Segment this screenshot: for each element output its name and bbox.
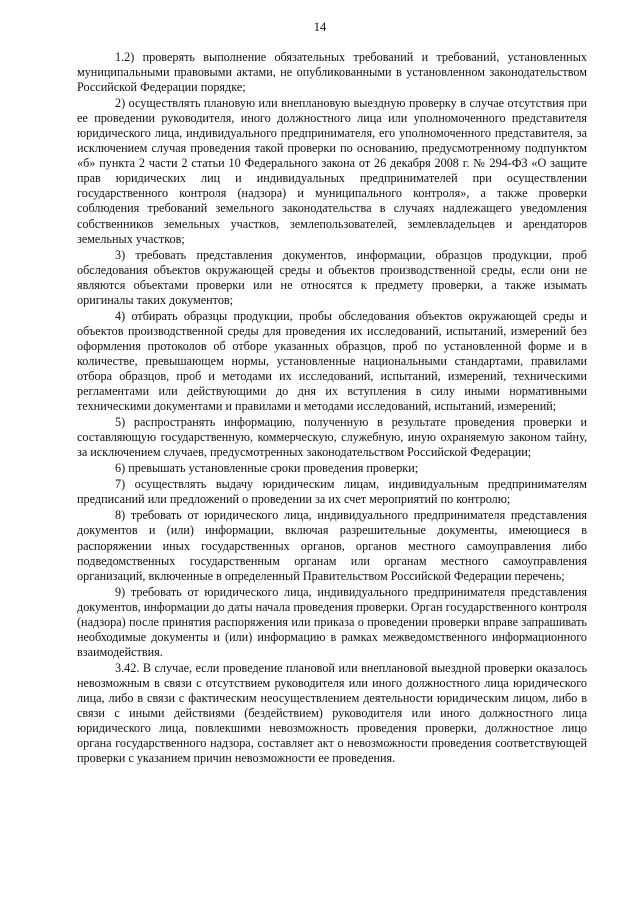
paragraph-5: 5) распространять информацию, полученную в результате проведения проверки и составляющую государственную, коммерческую, служебную, иную охраняемую законом тайну, за исключением случаев, предусмотренных законодательством Российской Федерации;: [77, 415, 587, 460]
paragraph-1-2: 1.2) проверять выполнение обязательных требований и требований, установленных муниципальными правовыми актами, не опубликованными в установленном законодательством Российской Федерации порядке;: [77, 50, 587, 95]
paragraph-9: 9) требовать от юридического лица, индивидуального предпринимателя представления документов, информации до даты начала проведения проверки. Орган государственного контроля (надзора) после принятия распоряжения или приказа о проведении проверки вправе запрашивать необходимые документы и (или) информацию в рамках межведомственного информационного взаимодействия.: [77, 584, 587, 659]
document-body: [77, 50, 587, 766]
paragraph-4: 4) отбирать образцы продукции, пробы обследования объектов окружающей среды и объектов производственной среды для проведения их исследований, испытаний, измерений без оформления протоколов об отборе указанных образцов, проб по установленной форме и в количестве, превышающем нормы, установленные национальными стандартами, правилами отбора образцов, проб и методами их исследований, испытаний, измерений, техническими регламентами или действующими до дня их вступления в силу иными нормативными техническими документами и правилами и методами исследований, испытаний, измерений;: [77, 308, 587, 414]
page-number: 14: [313, 20, 327, 34]
paragraph-2: 2) осуществлять плановую или внеплановую выездную проверку в случае отсутствия при ее проведении руководителя, иного должностного лица или уполномоченного представителя юридического лица, индивидуального предпринимателя, его уполномоченного представителя, за исключением случая проведения такой проверки по основанию, предусмотренному подпунктом «б» пункта 2 части 2 статьи 10 Федерального закона от 26 декабря 2008 г. № 294-ФЗ «О защите прав юридических лиц и индивидуальных предпринимателей при осуществлении государственного контроля (надзора) и муниципального контроля», а также проверки соблюдения требований земельного законодательства в случаях надлежащего уведомления собственников земельных участков, землепользователей, землевладельцев и арендаторов земельных участков;: [77, 96, 587, 246]
paragraph-8: 8) требовать от юридического лица, индивидуального предпринимателя представления документов и (или) информации, включая разрешительные документы, имеющиеся в распоряжении иных государственных органов, органов местного самоуправления либо подведомственных государственным органам или органам местного самоуправления организаций, включенные в определенный Правительством Российской Федерации перечень;: [77, 508, 587, 583]
paragraph-3-42: 3.42. В случае, если проведение плановой или внеплановой выездной проверки оказалось невозможным в связи с отсутствием руководителя или иного должностного лица юридического лица, либо в связи с фактическим неосуществлением деятельности юридическим лицом, либо в связи с иными действиями (бездействием) руководителя или иного должностного лица юридического лица, повлекшими невозможность проведения проверки, должностное лицо органа государственного надзора, составляет акт о невозможности проведения соответствующей проверки с указанием причин невозможности ее проведения.: [77, 660, 587, 766]
paragraph-3: 3) требовать представления документов, информации, образцов продукции, проб обследования объектов окружающей среды и объектов производственной среды, если они не являются объектами проверки или не относятся к предмету проверки, а также изымать оригиналы таких документов;: [77, 247, 587, 307]
paragraph-7: 7) осуществлять выдачу юридическим лицам, индивидуальным предпринимателям предписаний или предложений о проведении за их счет мероприятий по контролю;: [77, 477, 587, 507]
paragraph-6: 6) превышать установленные сроки проведения проверки;: [115, 461, 419, 476]
